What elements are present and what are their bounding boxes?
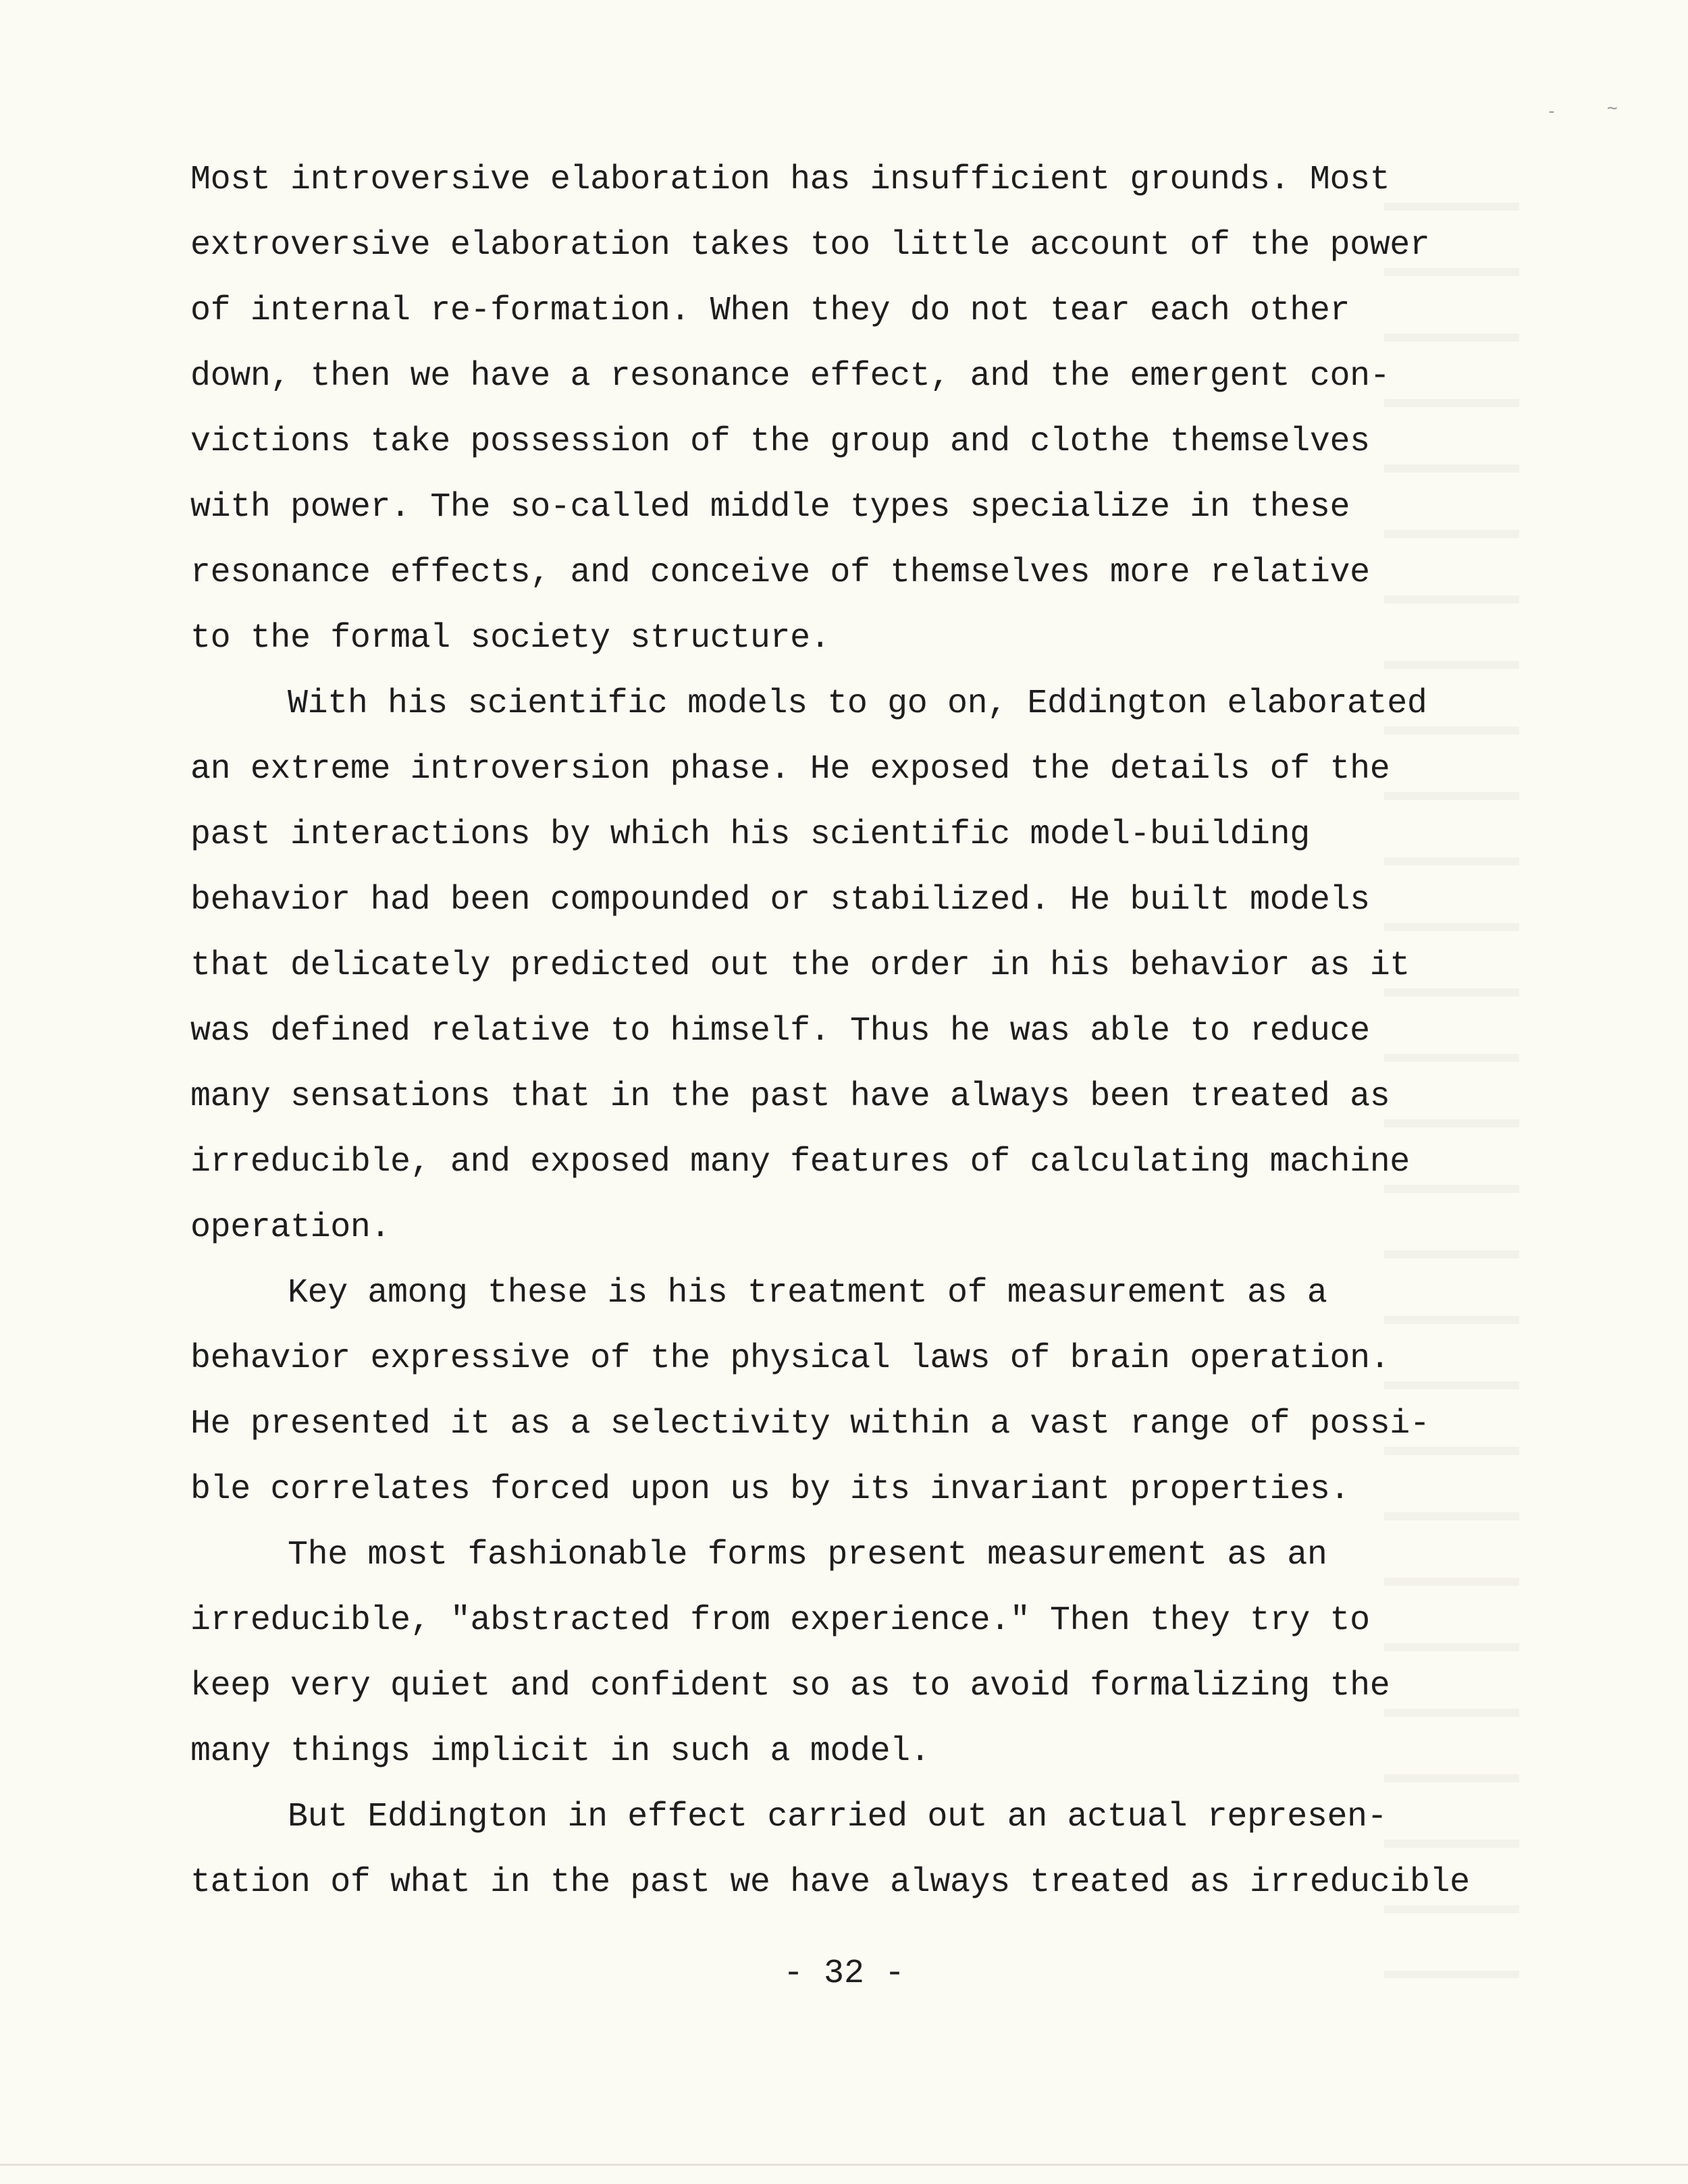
page-bottom-edge	[0, 2164, 1688, 2166]
text-line: many sensations that in the past have always been treated as	[190, 1077, 1390, 1116]
text-line: ble correlates forced upon us by its invariant properties.	[190, 1470, 1350, 1509]
text-line: extroversive elaboration takes too little account of the power	[190, 226, 1430, 265]
paragraph-first-line: But Eddington in effect carried out an actual represen-	[288, 1798, 1388, 1836]
text-line: that delicately predicted out the order in his behavior as it	[190, 947, 1410, 985]
text-line: behavior had been compounded or stabilized. He built models	[190, 881, 1370, 920]
corner-tick-icon: ~	[1607, 98, 1618, 118]
text-line: was defined relative to himself. Thus he was able to reduce	[190, 1012, 1370, 1050]
text-line: tation of what in the past we have always treated as irreducible	[190, 1863, 1470, 1902]
text-line: Most introversive elaboration has insufficient grounds. Most	[190, 161, 1390, 199]
text-line: He presented it as a selectivity within a vast range of possi-	[190, 1405, 1430, 1443]
text-line: an extreme introversion phase. He exposed the details of the	[190, 750, 1390, 789]
text-line: operation.	[190, 1208, 391, 1247]
text-line: resonance effects, and conceive of themselves more relative	[190, 554, 1370, 592]
text-line: behavior expressive of the physical laws of brain operation.	[190, 1339, 1390, 1378]
text-line: victions take possession of the group and clothe themselves	[190, 423, 1370, 461]
text-line: keep very quiet and confident so as to avoid formalizing the	[190, 1667, 1390, 1705]
paragraph-first-line: With his scientific models to go on, Eddington elaborated	[288, 685, 1427, 723]
text-line: past interactions by which his scientific model-building	[190, 816, 1310, 854]
text-line: to the formal society structure.	[190, 619, 830, 658]
text-line: down, then we have a resonance effect, and the emergent con-	[190, 357, 1390, 396]
text-line: irreducible, "abstracted from experience." Then they try to	[190, 1601, 1370, 1640]
text-line: many things implicit in such a model.	[190, 1732, 930, 1771]
paragraph-first-line: The most fashionable forms present measurement as an	[288, 1536, 1327, 1574]
bleed-through-shadow	[1384, 155, 1519, 1978]
paragraph-first-line: Key among these is his treatment of measurement as a	[288, 1274, 1327, 1312]
corner-mark-icon: -	[1546, 101, 1557, 122]
page-number: - 32 -	[783, 1954, 905, 1993]
text-line: irreducible, and exposed many features of calculating machine	[190, 1143, 1410, 1181]
text-line: with power. The so-called middle types specialize in these	[190, 488, 1350, 527]
text-line: of internal re-formation. When they do not tear each other	[190, 292, 1350, 330]
